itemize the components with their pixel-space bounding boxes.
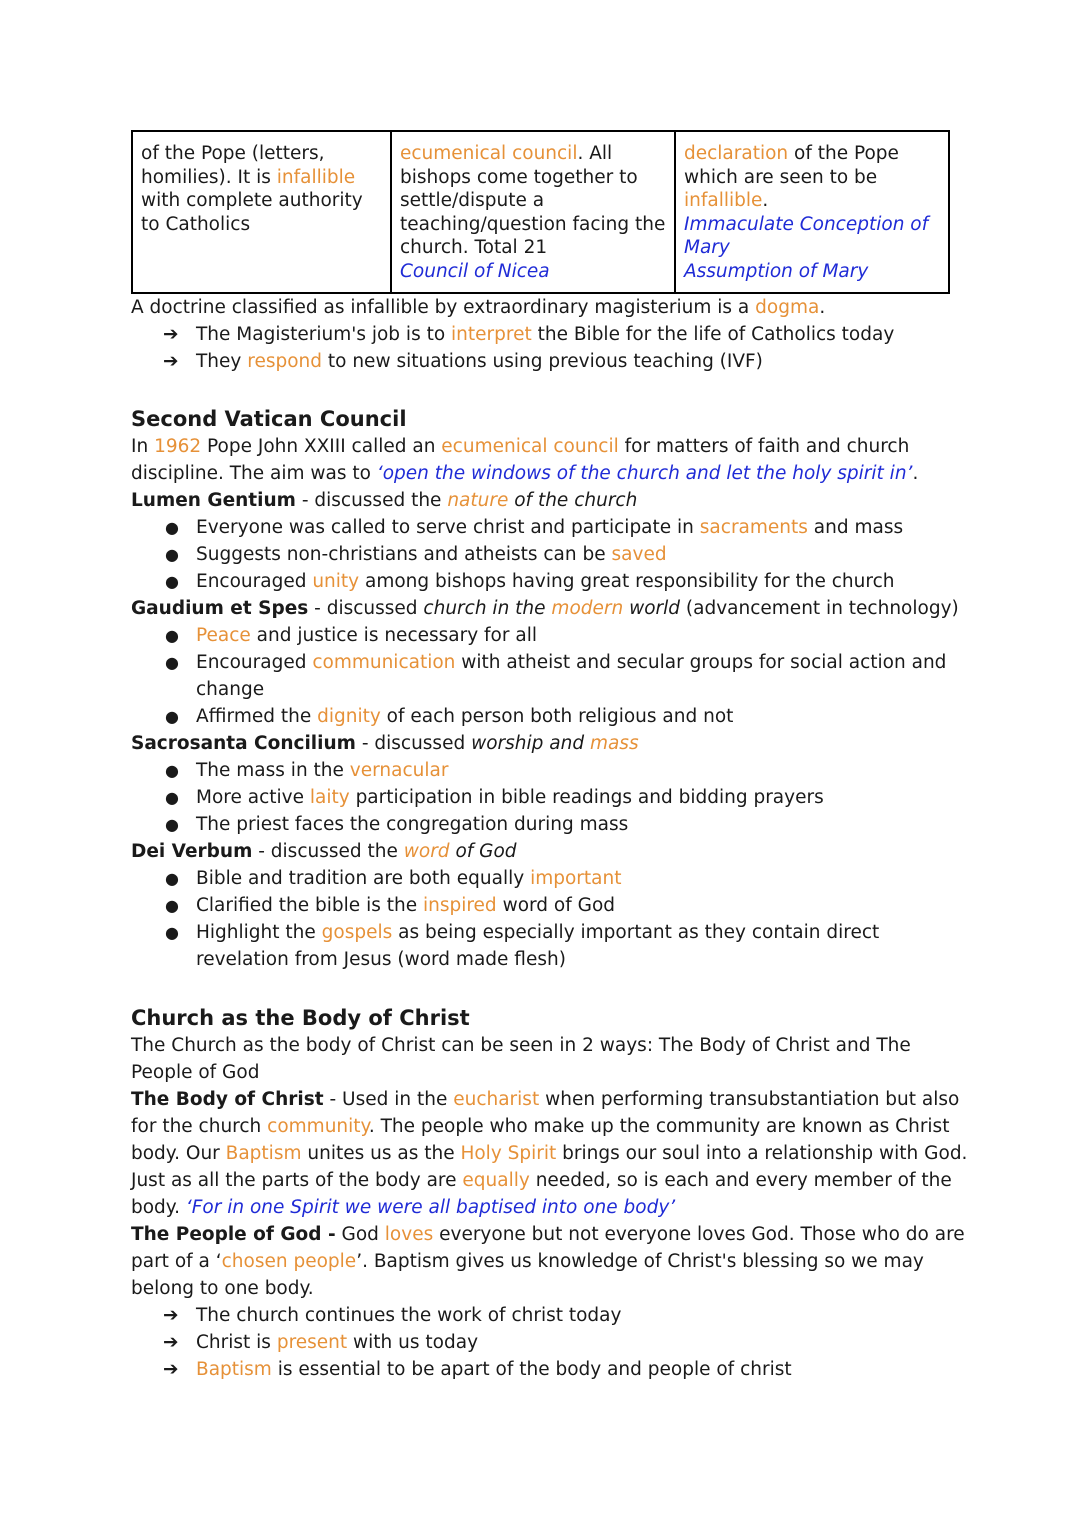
arrow-icon: ➔: [163, 1305, 179, 1326]
text: - discussed the: [252, 841, 404, 862]
text: revelation from Jesus (word made flesh): [196, 949, 566, 970]
example-text: Mary: [684, 237, 730, 259]
subsection-title: Sacrosanta Concilium: [131, 733, 356, 754]
list-item: [131, 784, 949, 811]
paragraph-line: [131, 433, 949, 460]
text: world: [623, 598, 681, 619]
cell-text: bishops come together to: [400, 166, 638, 188]
text: Highlight the: [196, 922, 322, 943]
arrow-icon: ➔: [163, 351, 179, 372]
bullet-icon: ●: [165, 896, 179, 915]
text: - discussed the: [295, 490, 448, 511]
keyword: word: [403, 841, 450, 862]
text: The Magisterium's job is to: [196, 324, 452, 345]
text: among bishops having great responsibility for the church: [359, 571, 895, 592]
body-points: [131, 1302, 949, 1383]
paragraph-line: People of God: [131, 1062, 260, 1083]
text: belong to one body.: [131, 1278, 314, 1299]
text: of the church: [508, 490, 638, 511]
list-item: [131, 541, 949, 568]
keyword: sacraments: [699, 517, 808, 538]
dei-verbum-bullets: [131, 865, 949, 973]
keyword: mass: [589, 733, 639, 754]
text: Everyone was called to serve christ and participate in: [196, 517, 700, 538]
bullet-icon: ●: [165, 707, 179, 726]
cell-text: of the Pope: [788, 143, 899, 164]
list-item: [131, 757, 949, 784]
text: church in the: [423, 598, 552, 619]
table-cell-ordinary: [132, 131, 391, 293]
keyword: saved: [611, 544, 667, 565]
text: . The people who make up the community are known as Christ: [368, 1116, 950, 1137]
text: More active: [196, 787, 310, 808]
keyword: infallible: [684, 190, 763, 212]
text: Christ is: [196, 1332, 277, 1353]
text: The church continues the work of christ today: [196, 1305, 622, 1326]
list-item: [131, 703, 949, 730]
keyword: dogma: [755, 297, 820, 318]
list-item: [131, 514, 949, 541]
keyword: communication: [312, 652, 456, 673]
cell-text: settle/dispute a: [400, 190, 545, 212]
table-row: [132, 131, 949, 293]
list-item: [131, 811, 949, 838]
text: for matters of faith and church: [618, 436, 910, 457]
list-item: [131, 622, 949, 649]
example-text: Assumption of Mary: [684, 260, 869, 282]
text: brings our soul into a relationship with God.: [556, 1143, 968, 1164]
quote: ‘For in one Spirit we were all baptised into one body’: [185, 1197, 676, 1218]
people-of-god-paragraph: [131, 1221, 965, 1302]
subsection-title: The Body of Christ: [131, 1089, 324, 1110]
list-item: [131, 892, 949, 919]
text: Suggests non-christians and atheists can be: [196, 544, 612, 565]
subsection-title: Dei Verbum: [131, 841, 253, 862]
keyword: loves: [384, 1224, 434, 1245]
keyword: Baptism: [225, 1143, 302, 1164]
cell-text: . All: [577, 143, 613, 164]
subsection-lumen-gentium: [131, 487, 949, 514]
text: when performing transubstantiation but also: [539, 1089, 960, 1110]
keyword: chosen people: [221, 1251, 357, 1272]
text: of God: [449, 841, 517, 862]
keyword: ecumenical council: [441, 436, 619, 457]
text: body. Our: [131, 1143, 226, 1164]
keyword: vernacular: [349, 760, 449, 781]
bullet-icon: ●: [165, 815, 179, 834]
text: part of a ‘: [131, 1251, 222, 1272]
text: Encouraged: [196, 652, 313, 673]
keyword: interpret: [451, 324, 532, 345]
text: unites us as the: [301, 1143, 461, 1164]
keyword: laity: [309, 787, 350, 808]
keyword: equally: [462, 1170, 530, 1191]
keyword: dignity: [317, 706, 381, 727]
keyword: Baptism: [196, 1359, 272, 1380]
bullet-icon: ●: [165, 788, 179, 807]
cell-text: with complete authority: [141, 190, 363, 212]
subsection-title: The People of God -: [131, 1224, 336, 1245]
arrow-icon: ➔: [163, 1332, 179, 1353]
keyword: infallible: [276, 166, 356, 188]
keyword: inspired: [422, 895, 497, 916]
keyword: community: [267, 1116, 369, 1137]
bullet-icon: ●: [165, 545, 179, 564]
list-item: [131, 919, 949, 973]
text: as being especially important as they contain direct: [392, 922, 880, 943]
section-heading-body-of-christ: Church as the Body of Christ: [131, 1006, 470, 1030]
text: Affirmed the: [196, 706, 318, 727]
keyword: eucharist: [453, 1089, 540, 1110]
keyword: important: [530, 868, 622, 889]
text: to new situations using previous teaching (IVF): [322, 351, 763, 372]
table-cell-council: [391, 131, 675, 293]
text: .: [912, 463, 919, 484]
text: participation in bible readings and bidding prayers: [349, 787, 824, 808]
example-text: Immaculate Conception of: [684, 213, 929, 235]
text: The mass in the: [196, 760, 350, 781]
document-page: [131, 130, 968, 1383]
text: discipline. The aim was to: [131, 463, 377, 484]
bullet-icon: ●: [165, 518, 179, 537]
text: worship and: [471, 733, 590, 754]
keyword: present: [276, 1332, 348, 1353]
text: (advancement in technology): [680, 598, 959, 619]
list-item: [131, 1302, 949, 1329]
list-item: [131, 1356, 949, 1383]
text: Clarified the bible is the: [196, 895, 423, 916]
keyword: gospels: [321, 922, 393, 943]
sacrosanta-bullets: [131, 757, 949, 838]
text: is essential to be apart of the body and people of christ: [271, 1359, 792, 1380]
subsection-gaudium-et-spes: [131, 595, 959, 622]
cell-text: to Catholics: [141, 213, 251, 235]
quote: ‘open the windows of the church and let the holy spirit in’: [376, 463, 913, 484]
body-of-christ-paragraph: [131, 1086, 968, 1221]
text: - discussed: [308, 598, 424, 619]
text: Bible and tradition are both equally: [196, 868, 531, 889]
text: with atheist and secular groups for social action and: [455, 652, 947, 673]
cell-text: church. Total 21: [400, 237, 548, 259]
keyword: Peace: [196, 625, 251, 646]
list-item: [131, 865, 949, 892]
keyword: 1962: [154, 436, 202, 457]
paragraph-line: The Church as the body of Christ can be seen in 2 ways: The Body of Christ and The: [131, 1035, 911, 1056]
list-item: [131, 568, 949, 595]
text: everyone but not everyone loves God. Those who do are: [433, 1224, 965, 1245]
keyword: Holy Spirit: [460, 1143, 557, 1164]
bullet-icon: ●: [165, 923, 179, 942]
paragraph-line: [131, 460, 949, 487]
bullet-icon: ●: [165, 761, 179, 780]
text: Pope John XXIII called an: [201, 436, 442, 457]
intro-points: [131, 321, 949, 375]
lumen-bullets: [131, 514, 949, 595]
text: In: [131, 436, 155, 457]
text: word of God: [496, 895, 616, 916]
text: and justice is necessary for all: [250, 625, 537, 646]
text: with us today: [347, 1332, 479, 1353]
cell-text: which are seen to be: [684, 166, 878, 188]
arrow-icon: ➔: [163, 324, 179, 345]
text: They: [196, 351, 248, 372]
list-item: [131, 649, 949, 703]
section-heading-vatican: Second Vatican Council: [131, 407, 407, 431]
cell-text: homilies). It is: [141, 166, 277, 188]
text: God: [335, 1224, 385, 1245]
text: change: [196, 679, 265, 700]
text: and mass: [807, 517, 904, 538]
keyword: declaration: [684, 143, 789, 164]
text: .: [819, 297, 826, 318]
text: - Used in the: [323, 1089, 454, 1110]
text: The priest faces the congregation during mass: [196, 814, 629, 835]
subsection-title: Lumen Gentium: [131, 490, 296, 511]
subsection-sacrosanta-concilium: [131, 730, 949, 757]
text: Encouraged: [196, 571, 313, 592]
cell-text: teaching/question facing the: [400, 213, 666, 235]
text: of each person both religious and not: [380, 706, 734, 727]
bullet-icon: ●: [165, 869, 179, 888]
text: Just as all the parts of the body are: [131, 1170, 463, 1191]
keyword: unity: [312, 571, 360, 592]
list-item: [131, 348, 949, 375]
text: body.: [131, 1197, 186, 1218]
subsection-title: Gaudium et Spes: [131, 598, 309, 619]
keyword: nature: [447, 490, 509, 511]
text: needed, so is each and every member of the: [529, 1170, 952, 1191]
keyword: modern: [551, 598, 624, 619]
text: A doctrine classified as infallible by extraordinary magisterium is a: [131, 297, 756, 318]
list-item: [131, 1329, 949, 1356]
list-item: [131, 321, 949, 348]
gaudium-bullets: [131, 622, 949, 730]
cell-text: .: [762, 190, 769, 212]
bullet-icon: ●: [165, 653, 179, 672]
example-text: Council of Nicea: [400, 260, 550, 282]
dogma-sentence: [131, 294, 949, 321]
text: for the church: [131, 1116, 268, 1137]
table-cell-extraordinary: [675, 131, 949, 293]
bullet-icon: ●: [165, 626, 179, 645]
text: the Bible for the life of Catholics today: [531, 324, 895, 345]
text: - discussed: [355, 733, 472, 754]
keyword: respond: [247, 351, 322, 372]
bullet-icon: ●: [165, 572, 179, 591]
arrow-icon: ➔: [163, 1359, 179, 1380]
text: ’. Baptism gives us knowledge of Christ's blessing so we may: [356, 1251, 924, 1272]
magisterium-table: [131, 130, 950, 294]
cell-text: of the Pope (letters,: [141, 143, 325, 164]
keyword: ecumenical council: [400, 143, 578, 164]
subsection-dei-verbum: [131, 838, 949, 865]
